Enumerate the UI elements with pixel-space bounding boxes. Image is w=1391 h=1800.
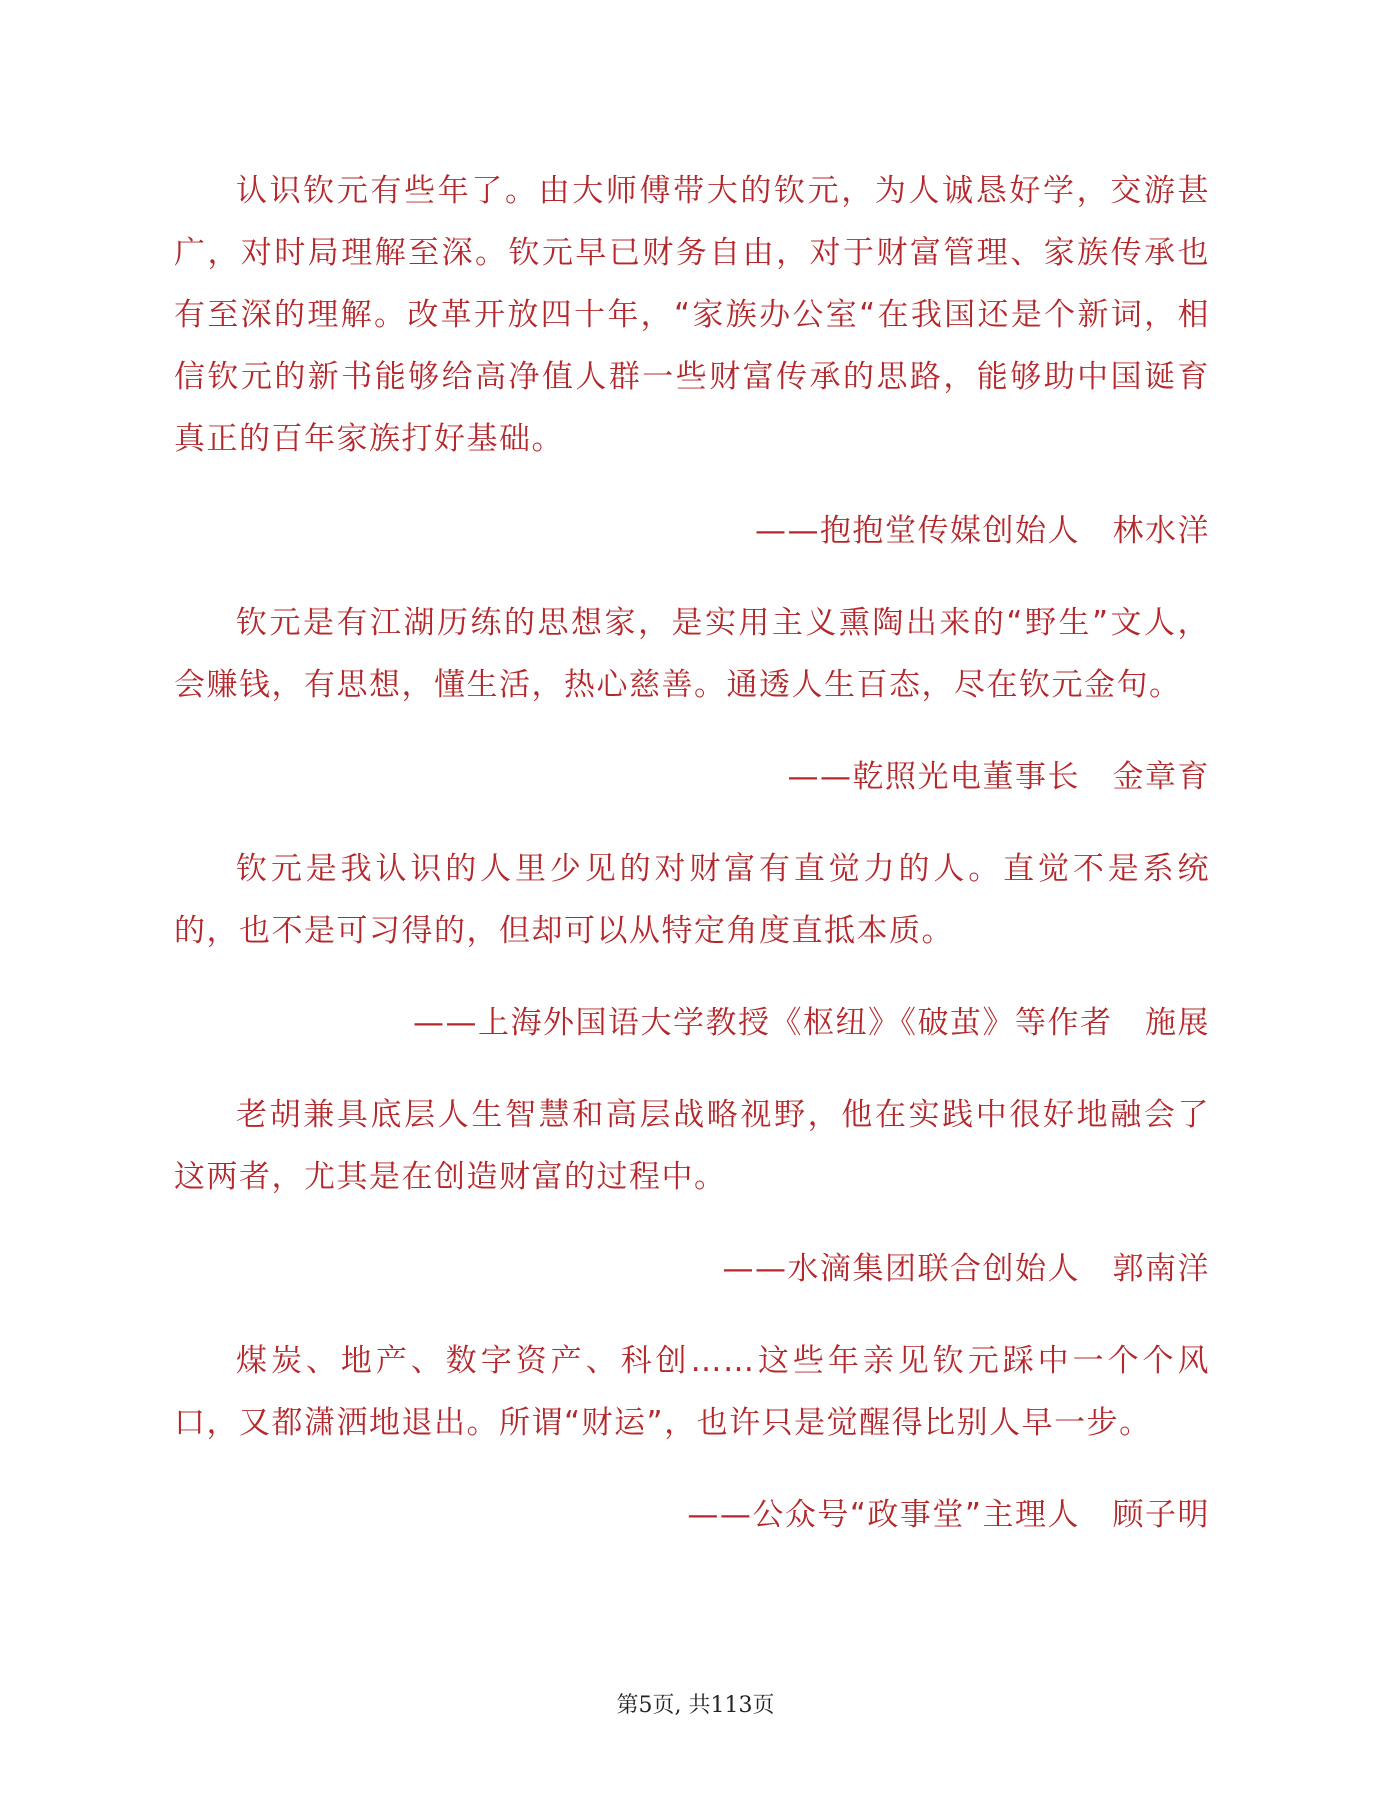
- page-number-footer: 第5页, 共113页: [616, 1693, 775, 1718]
- endorsement-text-2: 钦元是有江湖历练的思想家，是实用主义熏陶出来的“野生”文人，会赚钱，有思想，懂生活，热心慈善。通透人生百态，尽在钦元金句。: [174, 605, 1210, 703]
- endorsement-attribution-4: ——水滴集团联合创始人 郭南洋: [722, 1251, 1210, 1287]
- endorsement-text-4: 老胡兼具底层人生智慧和高层战略视野，他在实践中很好地融会了这两者，尤其是在创造财富的过程中。: [174, 1097, 1210, 1195]
- endorsement-attribution-2: ——乾照光电董事长 金章育: [787, 759, 1210, 795]
- endorsements-body: [174, 160, 1210, 1546]
- endorsement-attribution-5: ——公众号“政事堂”主理人 顾子明: [687, 1497, 1210, 1533]
- endorsement-text-1: 认识钦元有些年了。由大师傅带大的钦元，为人诚恳好学，交游甚广，对时局理解至深。钦元早已财务自由，对于财富管理、家族传承也有至深的理解。改革开放四十年，“家族办公室“在我国还是个新词，相信钦元的新书能够给高净值人群一些财富传承的思路，能够助中国诞育真正的百年家族打好基础。: [174, 173, 1210, 457]
- endorsement-text-3: 钦元是我认识的人里少见的对财富有直觉力的人。直觉不是系统的，也不是可习得的，但却可以从特定角度直抵本质。: [174, 851, 1210, 949]
- endorsement-attribution-1: ——抱抱堂传媒创始人 林水洋: [755, 513, 1210, 549]
- endorsement-attribution-3: ——上海外国语大学教授《枢纽》《破茧》等作者 施展: [413, 1005, 1210, 1041]
- endorsement-text-5: 煤炭、地产、数字资产、科创……这些年亲见钦元踩中一个个风口，又都潇洒地退出。所谓“财运”，也许只是觉醒得比别人早一步。: [174, 1343, 1210, 1441]
